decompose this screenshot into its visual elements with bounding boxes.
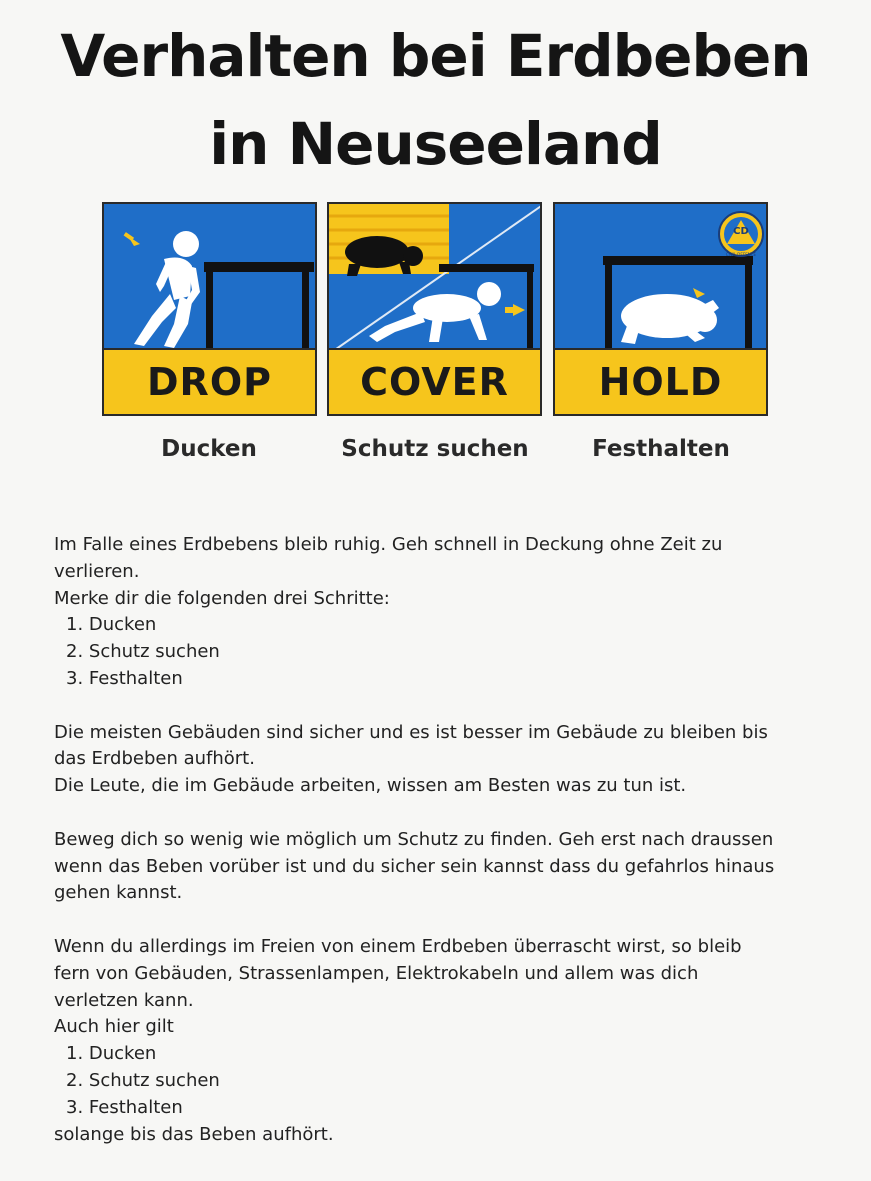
cover-label-band [329, 348, 540, 414]
paragraph-line: gehen kannst. [54, 882, 183, 904]
list-item: 1. Ducken [66, 1043, 157, 1065]
paragraph-line: Die meisten Gebäuden sind sicher und es ist besser im Gebäude zu bleiben bis [54, 721, 768, 743]
civil-defence-badge-subtext: CIVIL DEFENCE [725, 252, 757, 257]
paragraph-line: Die Leute, die im Gebäude arbeiten, wissen am Besten was zu tun ist. [54, 775, 687, 797]
hold-panel [553, 202, 768, 416]
paragraph-line: wenn das Beben vorüber ist und du sicher sein kannst dass du gefahrlos hinaus [54, 855, 775, 877]
drop-panel [102, 202, 317, 416]
list-item: 3. Festhalten [66, 1096, 183, 1118]
paragraph-line: Im Falle eines Erdbebens bleib ruhig. Geh schnell in Deckung ohne Zeit zu [54, 534, 723, 555]
hold-caption: Festhalten [592, 436, 730, 462]
instructions-text [54, 532, 844, 1148]
cover-caption: Schutz suchen [341, 436, 529, 462]
cover-label: COVER [360, 360, 509, 404]
paragraph-line: das Erdbeben aufhört. [54, 748, 255, 770]
paragraph-line: verlieren. [54, 560, 140, 582]
cover-panel [327, 202, 542, 416]
paragraph-line: Wenn du allerdings im Freien von einem Erdbeben überrascht wirst, so bleib [54, 935, 742, 957]
drop-label-band [104, 348, 315, 414]
paragraph-line: Merke dir die folgenden drei Schritte: [54, 587, 390, 609]
list-item: 2. Schutz suchen [66, 641, 220, 663]
paragraph-line: fern von Gebäuden, Strassenlampen, Elektrokabeln und allem was dich [54, 962, 699, 984]
paragraph-line: verletzen kann. [54, 989, 194, 1011]
drop-caption: Ducken [161, 436, 257, 462]
list-item: 2. Schutz suchen [66, 1069, 220, 1091]
civil-defence-badge: CD [733, 226, 749, 237]
title-line-2: in Neuseeland [209, 110, 662, 178]
list-item: 3. Festhalten [66, 667, 183, 689]
list-item: 1. Ducken [66, 614, 157, 636]
paragraph-line: Auch hier gilt [54, 1016, 174, 1038]
drop-label: DROP [147, 360, 272, 404]
hold-label-band [555, 348, 766, 414]
hold-label: HOLD [598, 360, 723, 404]
title-line-1: Verhalten bei Erdbeben [60, 22, 811, 90]
paragraph-line: Beweg dich so wenig wie möglich um Schutz zu finden. Geh erst nach draussen [54, 828, 774, 850]
cover-figure-icon [329, 204, 542, 354]
paragraph-line: solange bis das Beben aufhört. [54, 1123, 334, 1145]
drop-figure-icon [104, 204, 317, 354]
